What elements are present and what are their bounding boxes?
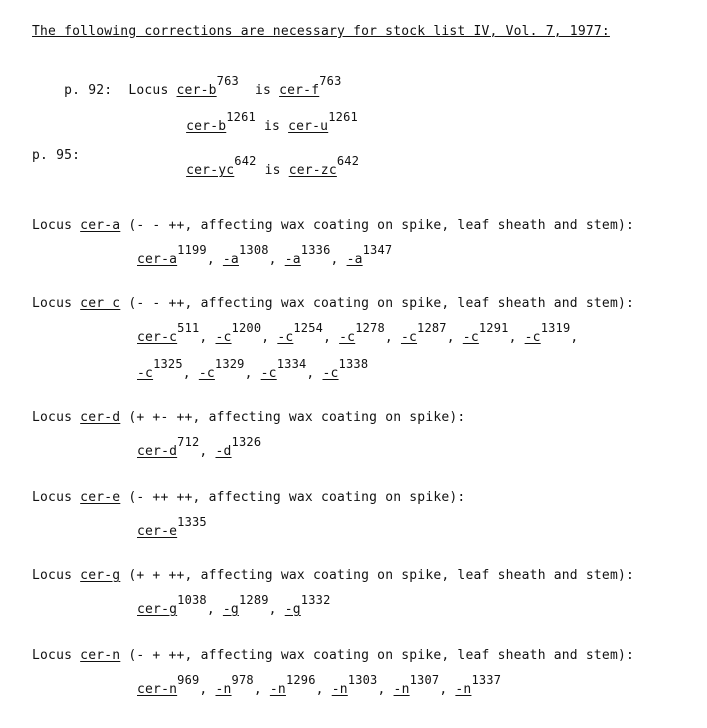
allele-base: -g: [284, 602, 301, 617]
allele-base: -c: [400, 330, 418, 345]
page-ref: p. 92:: [64, 83, 113, 98]
allele-sup: 1335: [177, 515, 207, 529]
allele-to: cer-f: [279, 83, 320, 98]
locus-word: Locus: [32, 490, 73, 505]
allele-base: -c: [524, 330, 541, 345]
allele-from: cer-b: [176, 83, 217, 98]
allele-sup: 969: [177, 673, 200, 687]
allele-base: -d: [215, 444, 232, 459]
allele-sup: 1254: [293, 321, 324, 335]
locus-name: cer-g: [80, 568, 121, 583]
allele-base: -n: [215, 682, 232, 697]
allele-sup: 1296: [285, 673, 316, 687]
allele-sup: 1200: [231, 321, 262, 335]
allele-sup: 1347: [362, 243, 393, 257]
is-word: is: [255, 83, 272, 98]
allele-base: cer-g: [137, 602, 178, 617]
is-word: is: [264, 163, 281, 178]
allele-row: cer-c511, -c1200, -c1254, -c1278, -c1287, -c1291, -c1319,: [137, 321, 587, 345]
correction-row: [154, 148, 359, 193]
allele-sup: 511: [177, 321, 200, 335]
locus-word: Locus: [32, 568, 73, 583]
allele-sup: 1326: [231, 435, 262, 449]
allele-base: cer-n: [137, 682, 178, 697]
locus-word: Locus: [32, 410, 73, 425]
allele-from-sup: 763: [216, 74, 239, 88]
locus-word: Locus: [32, 648, 73, 663]
allele-base: -n: [331, 682, 348, 697]
locus-name: cer-n: [80, 648, 121, 663]
locus-word: Locus: [32, 296, 73, 311]
allele-sup: 1307: [409, 673, 440, 687]
allele-sup: 1325: [153, 357, 183, 371]
locus-header: [32, 490, 465, 505]
allele-base: -c: [198, 366, 215, 381]
allele-sup: 1289: [238, 593, 269, 607]
allele-from-sup: 1261: [226, 110, 256, 124]
allele-sup: 1319: [540, 321, 571, 335]
locus-description: (- - ++, affecting wax coating on spike, leaf sheath and stem):: [128, 218, 635, 233]
allele-base: -c: [339, 330, 356, 345]
allele-to: cer-zc: [288, 163, 337, 178]
locus-name: cer c: [80, 296, 121, 311]
locus-header: [32, 410, 465, 425]
locus-header: [32, 296, 634, 311]
allele-to-sup: 763: [319, 74, 342, 88]
allele-base: -n: [455, 682, 472, 697]
allele-sup: 1287: [417, 321, 447, 335]
allele-base: -c: [462, 330, 479, 345]
allele-row: [137, 515, 207, 539]
allele-sup: 1337: [471, 673, 502, 687]
allele-sup: 1338: [338, 357, 369, 371]
allele-sup: 1199: [177, 243, 207, 257]
locus-name: cer-e: [80, 490, 121, 505]
allele-row: cer-g1038, -g1289, -g1332: [137, 593, 331, 617]
allele-base: -c: [260, 366, 277, 381]
locus-word: Locus: [128, 83, 169, 98]
allele-sup: 1308: [238, 243, 269, 257]
allele-base: -c: [137, 366, 154, 381]
locus-description: (+ + ++, affecting wax coating on spike, leaf sheath and stem):: [128, 568, 635, 583]
allele-base: cer-d: [137, 444, 178, 459]
allele-base: -a: [284, 252, 301, 267]
page-heading: The following corrections are necessary for stock list IV, Vol. 7, 1977:: [32, 24, 610, 39]
allele-base: -c: [215, 330, 232, 345]
correction-row: [154, 104, 358, 149]
locus-header: [32, 218, 634, 233]
allele-row: -c1325, -c1329, -c1334, -c1338: [137, 357, 369, 381]
allele-from: cer-b: [186, 119, 227, 134]
locus-description: (- ++ ++, affecting wax coating on spike):: [128, 490, 466, 505]
allele-sup: 1038: [177, 593, 207, 607]
locus-name: cer-d: [80, 410, 121, 425]
allele-sup: 978: [231, 673, 254, 687]
allele-row: cer-a1199, -a1308, -a1336, -a1347: [137, 243, 393, 267]
allele-base: cer-a: [137, 252, 178, 267]
locus-header: [32, 648, 634, 663]
locus-header: [32, 568, 634, 583]
allele-base: cer-c: [137, 330, 178, 345]
allele-sup: 1334: [276, 357, 307, 371]
allele-sup: 1332: [300, 593, 331, 607]
allele-row: cer-d712, -d1326: [137, 435, 262, 459]
locus-name: cer-a: [80, 218, 121, 233]
allele-base: -a: [346, 252, 363, 267]
page-ref: p. 95:: [32, 148, 81, 163]
locus-description: (+ +- ++, affecting wax coating on spike):: [128, 410, 466, 425]
is-word: is: [263, 119, 281, 134]
allele-to: cer-u: [288, 119, 329, 134]
allele-base: -c: [277, 330, 294, 345]
allele-from-sup: 642: [234, 154, 257, 168]
allele-base: -n: [269, 682, 286, 697]
locus-description: (- - ++, affecting wax coating on spike, leaf sheath and stem):: [128, 296, 635, 311]
allele-sup: 1291: [478, 321, 509, 335]
allele-base: -n: [393, 682, 410, 697]
allele-sup: 712: [177, 435, 200, 449]
allele-base: -c: [322, 366, 339, 381]
allele-base: -a: [222, 252, 239, 267]
locus-description: (- + ++, affecting wax coating on spike, leaf sheath and stem):: [128, 648, 635, 663]
allele-to-sup: 1261: [328, 110, 358, 124]
locus-word: Locus: [32, 218, 73, 233]
allele-base: cer-e: [137, 524, 178, 539]
allele-to-sup: 642: [336, 154, 360, 168]
allele-sup: 1278: [355, 321, 385, 335]
allele-row: cer-n969, -n978, -n1296, -n1303, -n1307, -n1337: [137, 673, 502, 697]
allele-sup: 1336: [300, 243, 331, 257]
allele-base: -g: [222, 602, 239, 617]
allele-sup: 1303: [347, 673, 378, 687]
allele-from: cer-yc: [186, 163, 235, 178]
allele-sup: 1329: [214, 357, 245, 371]
